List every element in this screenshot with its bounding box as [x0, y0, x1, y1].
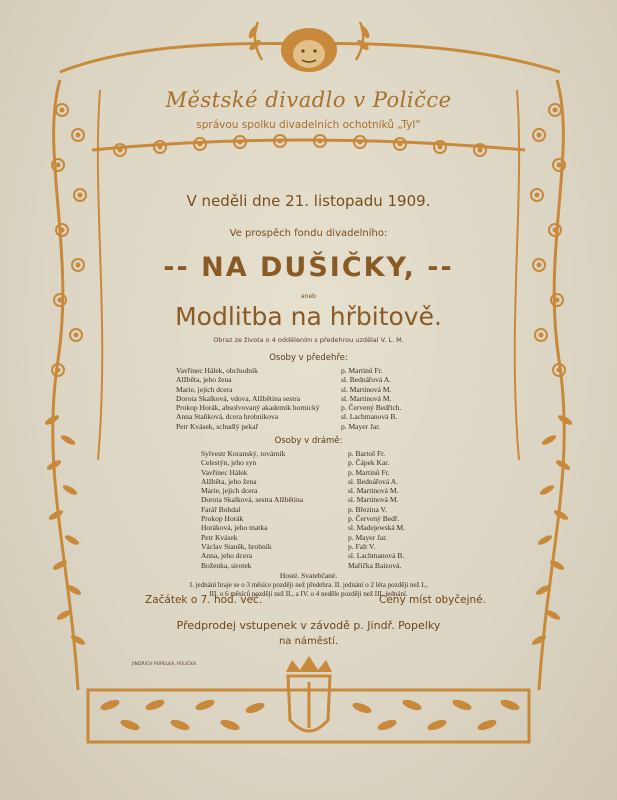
- role-name: Sylvestr Koranský, továrník: [201, 449, 286, 458]
- role-name: Anna, jeho dcera: [201, 551, 253, 561]
- actor-name: sl. Bednářová A.: [341, 375, 391, 385]
- actor-name: sl. Martinová M.: [348, 495, 399, 505]
- presale-info: Předprodej vstupenek v závodě p. Jindř. Popelky: [176, 619, 441, 632]
- drama-cast-row: [201, 486, 421, 495]
- header-rose-row: [114, 135, 486, 156]
- prelude-cast-row: [176, 385, 436, 394]
- role-name: Dorota Skalková, vdova, Alžbětina sestra: [176, 393, 301, 403]
- guests-line: Hosté. Svatebčané.: [279, 571, 338, 580]
- drama-cast-row: [201, 468, 421, 477]
- role-name: Dorota Skalková, sestra Alžbětina: [201, 495, 304, 505]
- actor-name: p. Falt V.: [348, 541, 376, 551]
- printer-imprint: JINDŘICH POPELKA, POLIČKA.: [132, 662, 198, 667]
- drama-cast-row: [201, 505, 421, 514]
- drama-cast-row: [201, 514, 421, 523]
- role-name: Vavřinec Hálek: [201, 467, 248, 477]
- theatre-name: Městské divadlo v Poličce: [165, 88, 452, 112]
- role-name: Anna Staňková, dcera hrobníkova: [176, 412, 279, 422]
- benefit-line: Ve prospěch fondu divadelního:: [229, 228, 388, 239]
- prelude-cast-row: [176, 394, 436, 403]
- or-word: aneb: [301, 293, 316, 300]
- presale-place: na náměstí.: [278, 636, 339, 647]
- role-name: Celestýn, jeho syn: [201, 458, 257, 468]
- role-name: Marie, jejich dcera: [176, 384, 233, 394]
- role-name: Václav Staněk, hrobník: [201, 541, 272, 551]
- timing-line-1: I. jednání hraje se o 3 měsíce později než předehra. II. jednání o 2 léta později než I.,: [189, 581, 428, 589]
- actor-name: p. Červený Bedř.: [348, 514, 400, 524]
- actor-name: sl. Martinová M.: [341, 384, 392, 394]
- actor-name: p. Čápek Kar.: [348, 458, 390, 468]
- prelude-cast-row: [176, 422, 436, 431]
- role-name: Prokop Horák, absolvovaný akademik hornický: [176, 403, 320, 413]
- drama-cast-row: [201, 561, 421, 570]
- ticket-prices: Ceny míst obyčejné.: [379, 594, 486, 606]
- actor-name: p. Březina V.: [348, 504, 387, 514]
- prelude-cast-row: [176, 375, 436, 384]
- actor-name: p. Martinů Fr.: [348, 467, 390, 477]
- crown-crest-icon: [286, 656, 332, 731]
- timing-line-2: III. o 6 měsíců později než II., a IV. o 4 neděle později než III. jednání.: [209, 590, 408, 598]
- role-name: Prokop Horák: [201, 514, 244, 524]
- role-name: Horáková, jeho matka: [201, 523, 268, 533]
- right-leaf-column: [531, 413, 574, 646]
- theatre-management: správou spolku divadelních ochotníků „Tyl“: [196, 119, 421, 131]
- prelude-cast-row: [176, 412, 436, 421]
- prelude-heading: Osoby v předehře:: [269, 353, 348, 363]
- actor-name: sl. Martinová M.: [341, 393, 392, 403]
- actor-name: p. Mayer Jar.: [341, 421, 381, 431]
- left-leaf-column: [44, 413, 87, 646]
- actor-name: Maříčka Baizová.: [348, 560, 402, 570]
- actor-name: p. Bartoš Fr.: [348, 449, 386, 458]
- drama-cast-row: [201, 449, 421, 458]
- play-description: Obraz ze života o 4 oddělením s předehrou uzdělal V. L. M.: [213, 336, 404, 344]
- drama-heading: Osoby v drámě:: [274, 436, 343, 446]
- prelude-cast-row: [176, 403, 436, 412]
- prelude-cast-row: [176, 366, 436, 375]
- drama-cast-row: [201, 542, 421, 551]
- role-name: Boženka, sirotek: [201, 560, 252, 570]
- drama-cast-row: [201, 495, 421, 504]
- role-name: Marie, jejich dcera: [201, 486, 258, 496]
- drama-cast-row: [201, 477, 421, 486]
- drama-cast-row: [201, 533, 421, 542]
- start-time: Začátek o 7. hod. več.: [145, 594, 263, 606]
- role-name: Vavřinec Hálek, obchodník: [176, 366, 258, 375]
- role-name: Farář Bohdal: [201, 504, 241, 514]
- drama-cast-row: [201, 523, 421, 532]
- actor-name: p. Mayer Jar.: [348, 532, 388, 542]
- drama-cast-row: [201, 551, 421, 560]
- actor-name: sl. Madejewská M.: [348, 523, 406, 533]
- role-name: Petr Kvásek, schudlý pekař: [176, 421, 259, 431]
- actor-name: sl. Lachmanová B.: [341, 412, 398, 422]
- actor-name: sl. Bednářová A.: [348, 476, 398, 486]
- actor-name: p. Martinů Fr.: [341, 366, 383, 375]
- actor-name: sl. Martinová M.: [348, 486, 399, 496]
- drama-cast-list: [201, 449, 421, 570]
- play-title: -- NA DUŠIČKY, --: [163, 252, 454, 283]
- actor-name: p. Červený Bedřich.: [341, 403, 402, 413]
- role-name: Alžběta, jeho žena: [201, 476, 257, 486]
- drama-cast-row: [201, 458, 421, 467]
- role-name: Petr Kvásek: [201, 532, 238, 542]
- actor-name: sl. Lachmanová B.: [348, 551, 405, 561]
- jester-face-icon: [281, 28, 337, 72]
- play-subtitle: Modlitba na hřbitově.: [175, 302, 442, 331]
- role-name: Alžběta, jeho žena: [176, 375, 232, 385]
- performance-date: V neděli dne 21. listopadu 1909.: [186, 192, 431, 210]
- prelude-cast-list: [176, 366, 436, 431]
